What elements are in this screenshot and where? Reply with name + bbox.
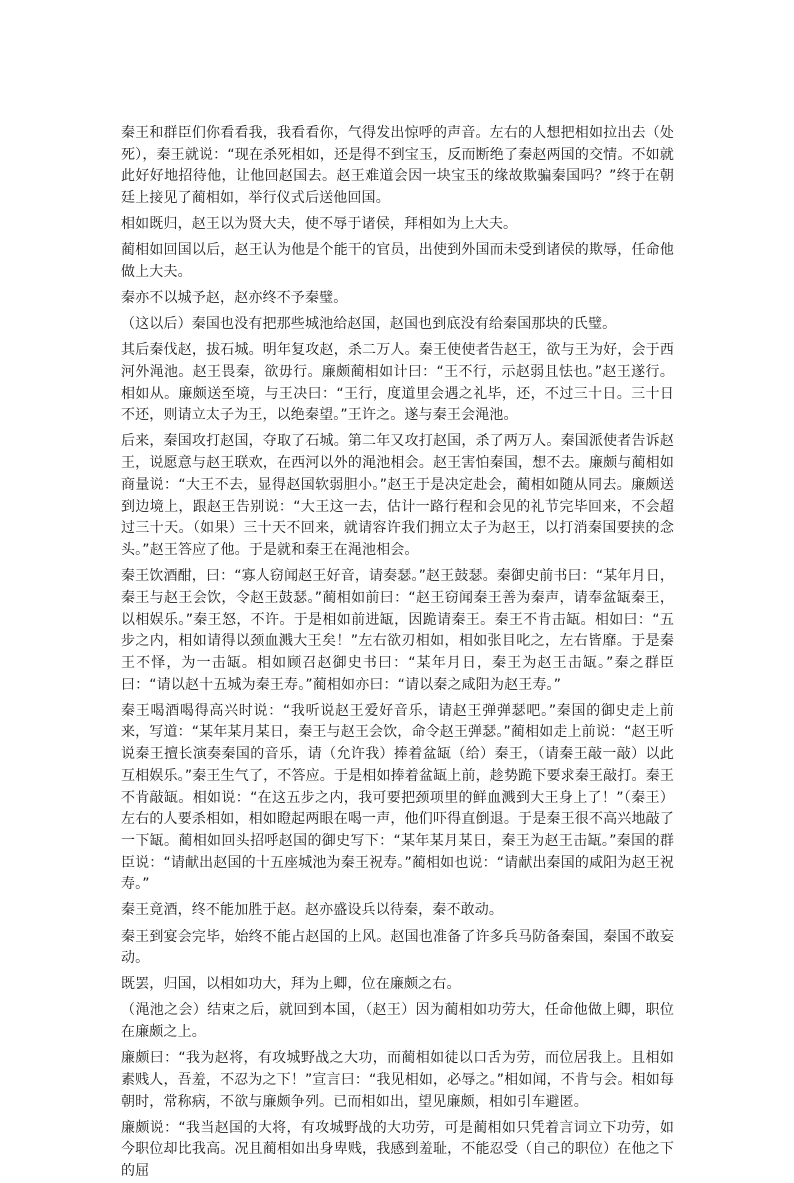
- paragraph-13: （渑池之会）结束之后，就回到本国，（赵王）因为蔺相如功劳大，任命他做上卿，职位在廉颇之上。: [121, 1002, 674, 1041]
- paragraph-4: 秦亦不以城予赵，赵亦终不予秦璧。: [121, 290, 348, 307]
- paragraph-9: 秦王喝酒喝得高兴时说：“我听说赵王爱好音乐，请赵王弹弹瑟吧。”秦国的御史走上前来，写道：“某年某月某日，秦王与赵王会饮，命令赵王弹瑟。”蔺相如走上前说：“赵王听说秦王擅长演奏秦国的音乐，请（允许我）捧着盆缻（给）秦王，（请秦王敲一敲）以此互相娱乐。”秦王生气了，不答应。于是相如捧着盆缻上前，趁势跪下要求秦王敲打。秦王不肯敲缻。相如说：“在这五步之内，我可要把颈项里的鲜血溅到大王身上了！”（秦王）左右的人要杀相如，相如瞪起两眼在喝一声，他们吓得直倒退。于是秦王很不高兴地敲了一下缻。蔺相如回头招呼赵国的御史写下：“某年某月某日，秦王为赵王击缻。”秦国的群臣说：“请献出赵国的十五座城池为秦王祝寿。”蔺相如也说：“请献出秦国的咸阳为赵王祝寿。”: [121, 702, 674, 893]
- paragraph-12: 既罢，归国，以相如功大，拜为上卿，位在廉颇之右。: [121, 976, 461, 993]
- paragraph-3: 蔺相如回国以后，赵王认为他是个能干的官员，出使到外国而未受到诸侯的欺辱，任命他做上大夫。: [121, 242, 674, 280]
- paragraph-14: 廉颇曰：“我为赵将，有攻城野战之大功，而蔺相如徒以口舌为劳，而位居我上。且相如素贱人，吾羞，不忍为之下！”宣言曰：“我见相如，必辱之。”相如闻，不肯与会。相如每朝时，常称病，不欲与廉颇争列。已而相如出，望见廉颇，相如引车避匿。: [121, 1050, 674, 1110]
- paragraph-10: 秦王竟酒，终不能加胜于赵。赵亦盛设兵以待秦，秦不敢动。: [121, 902, 504, 919]
- paragraph-15: 廉颇说：“我当赵国的大将，有攻城野战的大功劳，可是蔺相如只凭着言词立下功劳，如今职位却比我高。况且蔺相如出身卑贱，我感到羞耻，不能忍受（自己的职位）在他之下的屈: [121, 1119, 674, 1180]
- paragraph-8: 秦王饮酒酣，曰：“寡人窃闻赵王好音，请奏瑟。”赵王鼓瑟。秦御史前书曰：“某年月日，秦王与赵王会饮，令赵王鼓瑟。”蔺相如前曰：“赵王窃闻秦王善为秦声，请奉盆缻秦王，以相娱乐。”秦王怒，不许。于是相如前进缻，因跪请秦王。秦王不肯击缻。相如曰：“五步之内，相如请得以颈血溅大王矣！”左右欲刃相如，相如张目叱之，左右皆靡。于是秦王不怿，为一击缻。相如顾召赵御史书曰：“某年月日，秦王为赵王击缻。”秦之群臣曰：“请以赵十五城为秦王寿。”蔺相如亦曰：“请以秦之咸阳为赵王寿。”: [121, 568, 674, 693]
- paragraph-1: 秦王和群臣们你看看我，我看看你，气得发出惊呼的声音。左右的人想把相如拉出去（处死），秦王就说：“现在杀死相如，还是得不到宝玉，反而断绝了秦赵两国的交情。不如就此好好地招待他，让他回赵国去。赵王难道会因一块宝玉的缘故欺骗秦国吗？”终于在朝廷上接见了蔺相如，举行仪式后送他回国。: [121, 125, 674, 207]
- paragraph-6: 其后秦伐赵，拔石城。明年复攻赵，杀二万人。秦王使使者告赵王，欲与王为好，会于西河外渑池。赵王畏秦，欲毋行。廉颇蔺相如计曰：“王不行，示赵弱且怯也。”赵王遂行。相如从。廉颇送至境，与王决曰：“王行，度道里会遇之礼毕，还，不过三十日。三十日不还，则请立太子为王，以绝秦望。”王许之。遂与秦王会渑池。: [121, 342, 674, 424]
- paragraph-2: 相如既归，赵王以为贤大夫，使不辱于诸侯，拜相如为上大夫。: [121, 216, 518, 233]
- paragraph-5: （这以后）秦国也没有把那些城池给赵国，赵国也到底没有给秦国那块的氏璧。: [121, 316, 617, 333]
- paragraph-7: 后来，秦国攻打赵国，夺取了石城。第二年又攻打赵国，杀了两万人。秦国派使者告诉赵王，说愿意与赵王联欢，在西河以外的渑池相会。赵王害怕秦国，想不去。廉颇与蔺相如商量说：“大王不去，显得赵国软弱胆小。”赵王于是决定赴会，蔺相如随从同去。廉颇送到边境上，跟赵王告别说：“大王这一去，估计一路行程和会见的礼节完毕回来，不会超过三十天。（如果）三十天不回来，就请容许我们拥立太子为赵王，以打消秦国要挟的念头。”赵王答应了他。于是就和秦王在渑池相会。: [121, 433, 674, 558]
- paragraph-11: 秦王到宴会完毕，始终不能占赵国的上风。赵国也准备了许多兵马防备秦国，秦国不敢妄动。: [121, 928, 674, 967]
